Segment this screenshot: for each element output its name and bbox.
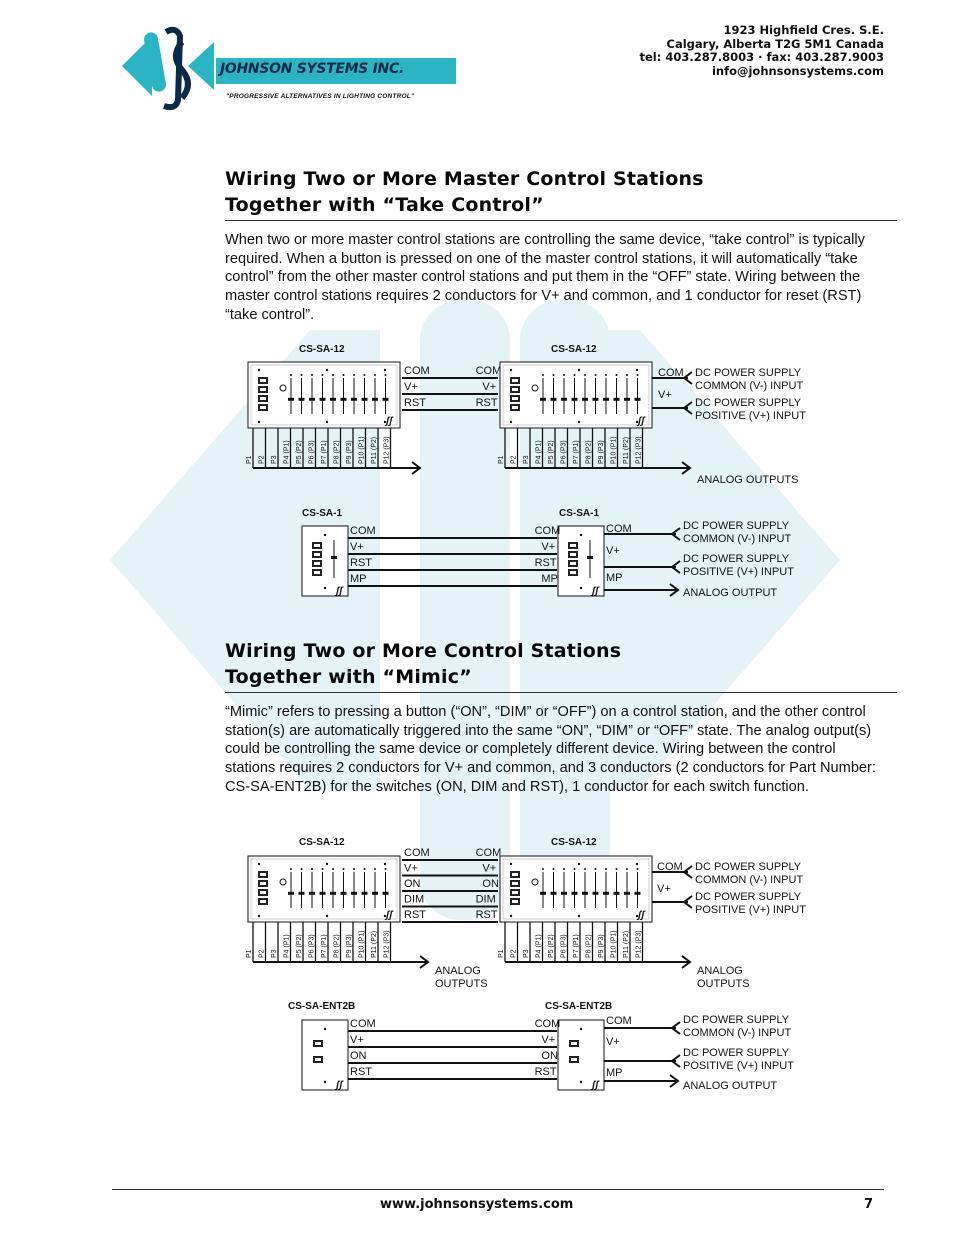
pin-label: P4 (P1) — [283, 440, 291, 464]
psu-common-label: COMMON (V-) INPUT — [683, 1027, 792, 1039]
slider-handle-icon — [561, 892, 567, 895]
slider-handle-icon — [561, 398, 567, 401]
slider-handle-icon — [383, 398, 389, 401]
pin-label: P2 — [258, 949, 266, 958]
mount-screw — [578, 369, 580, 371]
slider-handle-icon — [614, 892, 620, 895]
pin-label: P6 (P3) — [308, 934, 316, 958]
slider-handle-icon — [288, 892, 294, 895]
slider-dot — [385, 374, 387, 376]
diagram-c-wire-label-left: DIM — [404, 893, 425, 906]
slider-handle-icon — [331, 556, 337, 559]
pin-label: P7 (P1) — [321, 440, 328, 464]
pin-label: P3 — [271, 949, 278, 958]
mount-screw — [510, 915, 512, 917]
analog-outputs-label: OUTPUTS — [435, 978, 488, 990]
slider-dot — [563, 374, 565, 376]
js-logo-icon: ʃʃ — [638, 910, 645, 921]
psu-common-label: DC POWER SUPPLY — [683, 1014, 790, 1026]
pin-label: P1 — [498, 949, 505, 958]
mount-screw — [324, 1081, 326, 1083]
mount-screw — [326, 369, 328, 371]
psu-positive-label: POSITIVE (V+) INPUT — [695, 410, 806, 422]
mount-screw — [580, 534, 582, 536]
pin-label: P12 (P3) — [383, 930, 391, 958]
diagram-b-wire-label-left: V+ — [350, 541, 364, 553]
slider-dot — [332, 374, 334, 376]
pin-label: P12 (P3) — [635, 436, 643, 464]
slider-dot — [616, 374, 618, 376]
button-face — [512, 388, 518, 391]
cs-sa-12-panel — [248, 856, 400, 922]
diagram-d-wire-label-left: RST — [350, 1066, 372, 1078]
slider-dot — [311, 374, 313, 376]
mount-screw — [510, 863, 512, 865]
heading-line-1: Wiring Two or More Master Control Stations — [225, 168, 704, 190]
slider-handle-icon — [540, 892, 546, 895]
diagram-c-wire-label-left: COM — [404, 847, 430, 859]
pin-label: P4 (P1) — [535, 934, 543, 958]
terminal-label: MP — [606, 572, 623, 584]
slider-dot — [311, 868, 313, 870]
pin-label: P6 (P3) — [560, 934, 568, 958]
slider-dot — [574, 868, 576, 870]
pin-label: P10 (P1) — [358, 930, 366, 958]
pin-label: P7 (P1) — [573, 934, 580, 958]
pin-label: P9 (P3) — [346, 440, 353, 464]
psu-positive-label: DC POWER SUPPLY — [695, 397, 802, 409]
slider-dot — [385, 868, 387, 870]
button-face — [260, 891, 266, 894]
slider-handle-icon — [341, 398, 347, 401]
slider-handle-icon — [320, 892, 326, 895]
slider-dot — [290, 868, 292, 870]
footer-divider — [112, 1189, 884, 1190]
station-label: CS-SA-12 — [299, 344, 345, 355]
psu-common-label: DC POWER SUPPLY — [695, 861, 802, 873]
button-face — [314, 571, 320, 574]
terminal-label: V+ — [657, 883, 671, 895]
diagram-c-wire-label-right: COM — [475, 847, 502, 859]
diagram-d-wire-label-left: V+ — [350, 1034, 364, 1046]
button-face — [260, 900, 266, 903]
diagram-c-wire-label-left: RST — [404, 909, 426, 921]
button-face — [314, 562, 320, 565]
address-street: 1923 Highfield Cres. S.E. — [723, 23, 884, 37]
mount-screw — [326, 915, 328, 917]
page-number: 7 — [864, 1197, 874, 1212]
slider-handle-icon — [551, 892, 557, 895]
slider-dot — [584, 374, 586, 376]
slider-handle-icon — [351, 398, 357, 401]
mount-screw — [578, 915, 580, 917]
terminal-label: V+ — [606, 1036, 620, 1048]
pin-label: P9 (P3) — [598, 440, 605, 464]
button-face — [571, 1058, 577, 1061]
mount-screw — [636, 863, 638, 865]
station-label: CS-SA-12 — [551, 837, 597, 848]
diagram-c-wire-label-left: V+ — [404, 862, 418, 875]
slider-handle-icon — [572, 892, 578, 895]
psu-common-label: COMMON (V-) INPUT — [683, 533, 792, 545]
button-face — [570, 571, 576, 574]
diagram-b-wire-label-right: V+ — [541, 541, 556, 553]
slider-dot — [616, 868, 618, 870]
slider-dot — [595, 374, 597, 376]
diagram-a-wire-label-left: COM — [404, 365, 430, 377]
slider-dot — [322, 868, 324, 870]
js-logo-icon: ʃʃ — [638, 416, 645, 427]
slider-handle-icon — [582, 398, 588, 401]
slider-dot — [637, 868, 639, 870]
slider-handle-icon — [309, 398, 315, 401]
pin-label: P1 — [246, 949, 253, 958]
slider-handle-icon — [351, 892, 357, 895]
button-face — [260, 397, 266, 400]
slider-handle-icon — [635, 398, 641, 401]
pin-label: P7 (P1) — [573, 440, 580, 464]
button-face — [512, 891, 518, 894]
pin-label: P8 (P2) — [585, 440, 593, 464]
footer-website: www.johnsonsystems.com — [380, 1197, 574, 1212]
diagram-d-wire-label-left: ON — [350, 1050, 367, 1062]
diagram-b-wire-label-left: COM — [350, 525, 376, 537]
slider-handle-icon — [587, 556, 593, 559]
slider-handle-icon — [603, 892, 609, 895]
js-logo-icon: ʃʃ — [386, 910, 393, 921]
heading-line-2: Together with “Take Control” — [225, 194, 544, 216]
pin-label: P2 — [258, 455, 266, 464]
pin-label: P3 — [523, 949, 530, 958]
mount-screw — [510, 369, 512, 371]
slider-handle-icon — [309, 892, 315, 895]
button-face — [512, 379, 518, 382]
mount-screw — [578, 421, 580, 423]
diagram-d-wire-label-right: COM — [534, 1018, 561, 1030]
pin-label: P3 — [271, 455, 278, 464]
analog-outputs-label: ANALOG — [435, 965, 481, 977]
slider-dot — [301, 374, 303, 376]
slider-handle-icon — [603, 398, 609, 401]
analog-outputs-label: OUTPUTS — [697, 978, 750, 990]
heading-line-1: Wiring Two or More Control Stations — [225, 640, 622, 662]
diagram-c-wire-label-right: V+ — [482, 862, 497, 875]
pin-label: P5 (P2) — [296, 934, 303, 958]
diagram-b-wire-label-right: COM — [534, 525, 561, 537]
slider-dot — [332, 868, 334, 870]
slider-dot — [584, 868, 586, 870]
pin-label: P5 (P2) — [296, 440, 303, 464]
slider-dot — [364, 374, 366, 376]
psu-positive-label: POSITIVE (V+) INPUT — [683, 1060, 794, 1072]
slider-handle-icon — [341, 892, 347, 895]
pin-label: P7 (P1) — [321, 934, 328, 958]
slider-dot — [343, 374, 345, 376]
button-face — [315, 1058, 321, 1061]
pin-label: P10 (P1) — [610, 930, 618, 958]
analog-outputs-label: ANALOG OUTPUTS — [697, 474, 799, 486]
heading-line-2: Together with “Mimic” — [225, 666, 472, 688]
button-face — [512, 397, 518, 400]
slider-handle-icon — [372, 892, 378, 895]
mount-screw — [580, 1081, 582, 1083]
slider-handle-icon — [362, 892, 368, 895]
station-label: CS-SA-ENT2B — [545, 1001, 613, 1012]
psu-common-label: DC POWER SUPPLY — [695, 367, 802, 379]
diagram-a-wire-label-left: RST — [404, 397, 426, 409]
company-tagline: "PROGRESSIVE ALTERNATIVES IN LIGHTING CONTROL" — [226, 93, 415, 100]
mount-screw — [258, 863, 260, 865]
button-face — [314, 553, 320, 556]
diagram-d-wire-label-right: RST — [534, 1066, 557, 1078]
mount-screw — [580, 587, 582, 589]
slider-dot — [374, 374, 376, 376]
terminal-label: COM — [658, 367, 684, 379]
pin-label: P3 — [523, 455, 530, 464]
js-logo-icon: ʃʃ — [336, 586, 343, 597]
button-face — [512, 900, 518, 903]
terminal-label: V+ — [658, 389, 672, 401]
js-logo-icon: ʃʃ — [336, 1080, 343, 1091]
slider-handle-icon — [540, 398, 546, 401]
station-label: CS-SA-1 — [559, 508, 600, 519]
take-control-paragraph: When two or more master control stations are controlling the same device, “take control” is typically required. When a button is pressed on one of the master control stations, it will automatically “take control” from the other master control stations and put them in the “OFF” state. Wiring between the master control stations requires 2 conductors for V+ and common, and 1 conductor for reset (RST) “take control”. — [225, 232, 865, 323]
pin-label: P5 (P2) — [548, 934, 555, 958]
slider-handle-icon — [288, 398, 294, 401]
terminal-label: COM — [606, 1015, 632, 1027]
slider-dot — [542, 868, 544, 870]
terminal-label: V+ — [606, 545, 620, 557]
diagram-b-wire-label-right: RST — [534, 557, 557, 569]
button-face — [260, 873, 266, 876]
diagram-b-wire-label-right: MP — [541, 573, 558, 585]
diagram-c-wire-label-right: RST — [475, 909, 498, 921]
pin-label: P11 (P2) — [623, 930, 630, 958]
slider-handle-icon — [593, 398, 599, 401]
pin-label: P6 (P3) — [560, 440, 568, 464]
slider-handle-icon — [572, 398, 578, 401]
pin-label: P11 (P2) — [623, 436, 630, 464]
slider-handle-icon — [593, 892, 599, 895]
button-face — [260, 379, 266, 382]
button-face — [570, 562, 576, 565]
address-email: info@johnsonsystems.com — [711, 63, 884, 78]
slider-dot — [553, 868, 555, 870]
mount-screw — [258, 369, 260, 371]
mount-screw — [384, 369, 386, 371]
pin-label: P9 (P3) — [598, 934, 605, 958]
mimic-paragraph: “Mimic” refers to pressing a button (“ON”, “DIM” or “OFF”) on a control station, and the other control station(s) are automatically triggered into the same “ON”, “DIM” or “OFF” state. The analog output(s) could be controlling the same device or completely different device. Wiring between the control stations requires 2 conductors for V+ and common, and 3 conductors (2 conductors for Part Number: CS-SA-ENT2B) for the switches (ON, DIM and RST), 1 conductor for each switch function. — [225, 704, 876, 795]
button-face — [315, 1042, 321, 1045]
mount-screw — [580, 1028, 582, 1030]
slider-dot — [353, 868, 355, 870]
slider-handle-icon — [624, 398, 630, 401]
diagram-c-wire-label-right: ON — [482, 878, 499, 890]
slider-dot — [595, 868, 597, 870]
button-face — [512, 873, 518, 876]
diagram-a-wire-label-right: V+ — [482, 381, 497, 393]
pin-label: P8 (P2) — [333, 440, 341, 464]
pin-label: P2 — [510, 455, 518, 464]
pin-label: P10 (P1) — [358, 436, 366, 464]
pin-label: P12 (P3) — [635, 930, 643, 958]
mount-screw — [324, 1028, 326, 1030]
station-label: CS-SA-12 — [299, 837, 345, 848]
mount-screw — [258, 421, 260, 423]
pin-label: P1 — [246, 455, 253, 464]
diagram-c-wire-label-right: DIM — [475, 893, 496, 906]
diagram-b-wire-label-left: RST — [350, 557, 372, 569]
psu-positive-label: DC POWER SUPPLY — [683, 1047, 790, 1059]
slider-handle-icon — [299, 398, 305, 401]
slider-dot — [301, 868, 303, 870]
slider-handle-icon — [614, 398, 620, 401]
slider-dot — [290, 374, 292, 376]
slider-handle-icon — [330, 398, 336, 401]
js-logo-icon: ʃʃ — [592, 586, 599, 597]
pin-label: P2 — [510, 949, 518, 958]
pin-label: P11 (P2) — [371, 930, 378, 958]
slider-handle-icon — [582, 892, 588, 895]
mount-screw — [324, 534, 326, 536]
pin-label: P8 (P2) — [585, 934, 593, 958]
psu-positive-label: POSITIVE (V+) INPUT — [683, 566, 794, 578]
address-city: Calgary, Alberta T2G 5M1 Canada — [666, 36, 884, 51]
slider-dot — [322, 374, 324, 376]
slider-dot — [605, 374, 607, 376]
slider-dot — [374, 868, 376, 870]
slider-handle-icon — [362, 398, 368, 401]
analog-output-label: ANALOG OUTPUT — [683, 587, 778, 599]
slider-handle-icon — [551, 398, 557, 401]
mount-screw — [326, 863, 328, 865]
mount-screw — [510, 421, 512, 423]
slider-handle-icon — [624, 892, 630, 895]
pin-label: P4 (P1) — [535, 440, 543, 464]
psu-common-label: COMMON (V-) INPUT — [695, 874, 804, 886]
slider-dot — [364, 868, 366, 870]
cs-sa-12-panel — [500, 856, 652, 922]
slider-dot — [563, 868, 565, 870]
diagram-d-wire-label-right: ON — [541, 1050, 558, 1062]
diagram-c-wire-label-left: ON — [404, 878, 421, 890]
button-face — [260, 388, 266, 391]
mount-screw — [578, 863, 580, 865]
terminal-label: MP — [606, 1067, 623, 1079]
station-label: CS-SA-12 — [551, 344, 597, 355]
company-name: JOHNSON SYSTEMS INC. — [220, 61, 404, 77]
analog-outputs-label: ANALOG — [697, 965, 743, 977]
button-face — [512, 882, 518, 885]
diagram-d-wire-label-right: V+ — [541, 1034, 556, 1046]
mount-screw — [326, 421, 328, 423]
slider-handle-icon — [635, 892, 641, 895]
analog-output-label: ANALOG OUTPUT — [683, 1080, 778, 1092]
terminal-label: COM — [606, 523, 632, 535]
slider-dot — [542, 374, 544, 376]
cs-sa-12-panel — [248, 362, 400, 428]
mount-screw — [258, 915, 260, 917]
psu-common-label: COMMON (V-) INPUT — [695, 380, 804, 392]
pin-label: P6 (P3) — [308, 440, 316, 464]
button-face — [571, 1042, 577, 1045]
psu-positive-label: DC POWER SUPPLY — [683, 553, 790, 565]
diagram-a-wire-label-left: V+ — [404, 381, 418, 393]
slider-dot — [637, 374, 639, 376]
slider-handle-icon — [320, 398, 326, 401]
slider-handle-icon — [299, 892, 305, 895]
slider-dot — [574, 374, 576, 376]
js-logo-icon: ʃʃ — [592, 1080, 599, 1091]
pin-label: P11 (P2) — [371, 436, 378, 464]
slider-dot — [353, 374, 355, 376]
button-face — [570, 553, 576, 556]
station-label: CS-SA-1 — [302, 508, 343, 519]
slider-handle-icon — [372, 398, 378, 401]
pin-label: P10 (P1) — [610, 436, 618, 464]
slider-dot — [553, 374, 555, 376]
terminal-label: COM — [657, 861, 683, 873]
button-face — [260, 406, 266, 409]
pin-label: P8 (P2) — [333, 934, 341, 958]
slider-dot — [626, 868, 628, 870]
pin-label: P1 — [498, 455, 505, 464]
slider-dot — [605, 868, 607, 870]
button-face — [260, 882, 266, 885]
slider-dot — [626, 374, 628, 376]
psu-positive-label: DC POWER SUPPLY — [695, 891, 802, 903]
pin-label: P9 (P3) — [346, 934, 353, 958]
psu-common-label: DC POWER SUPPLY — [683, 520, 790, 532]
mount-screw — [384, 863, 386, 865]
mount-screw — [324, 587, 326, 589]
diagram-a-wire-label-right: RST — [475, 397, 498, 409]
diagram-b-wire-label-left: MP — [350, 573, 367, 585]
button-face — [512, 406, 518, 409]
cs-sa-12-panel — [500, 362, 652, 428]
pin-label: P12 (P3) — [383, 436, 391, 464]
diagram-a-wire-label-right: COM — [475, 365, 502, 377]
button-face — [314, 544, 320, 547]
diagram-d-wire-label-left: COM — [350, 1018, 376, 1030]
station-label: CS-SA-ENT2B — [288, 1001, 356, 1012]
pin-label: P4 (P1) — [283, 934, 291, 958]
address-phone: tel: 403.287.8003 · fax: 403.287.9003 — [639, 50, 884, 64]
js-logo-icon: ʃʃ — [386, 416, 393, 427]
button-face — [570, 544, 576, 547]
mount-screw — [636, 369, 638, 371]
slider-handle-icon — [330, 892, 336, 895]
slider-dot — [343, 868, 345, 870]
psu-positive-label: POSITIVE (V+) INPUT — [695, 904, 806, 916]
slider-handle-icon — [383, 892, 389, 895]
pin-label: P5 (P2) — [548, 440, 555, 464]
